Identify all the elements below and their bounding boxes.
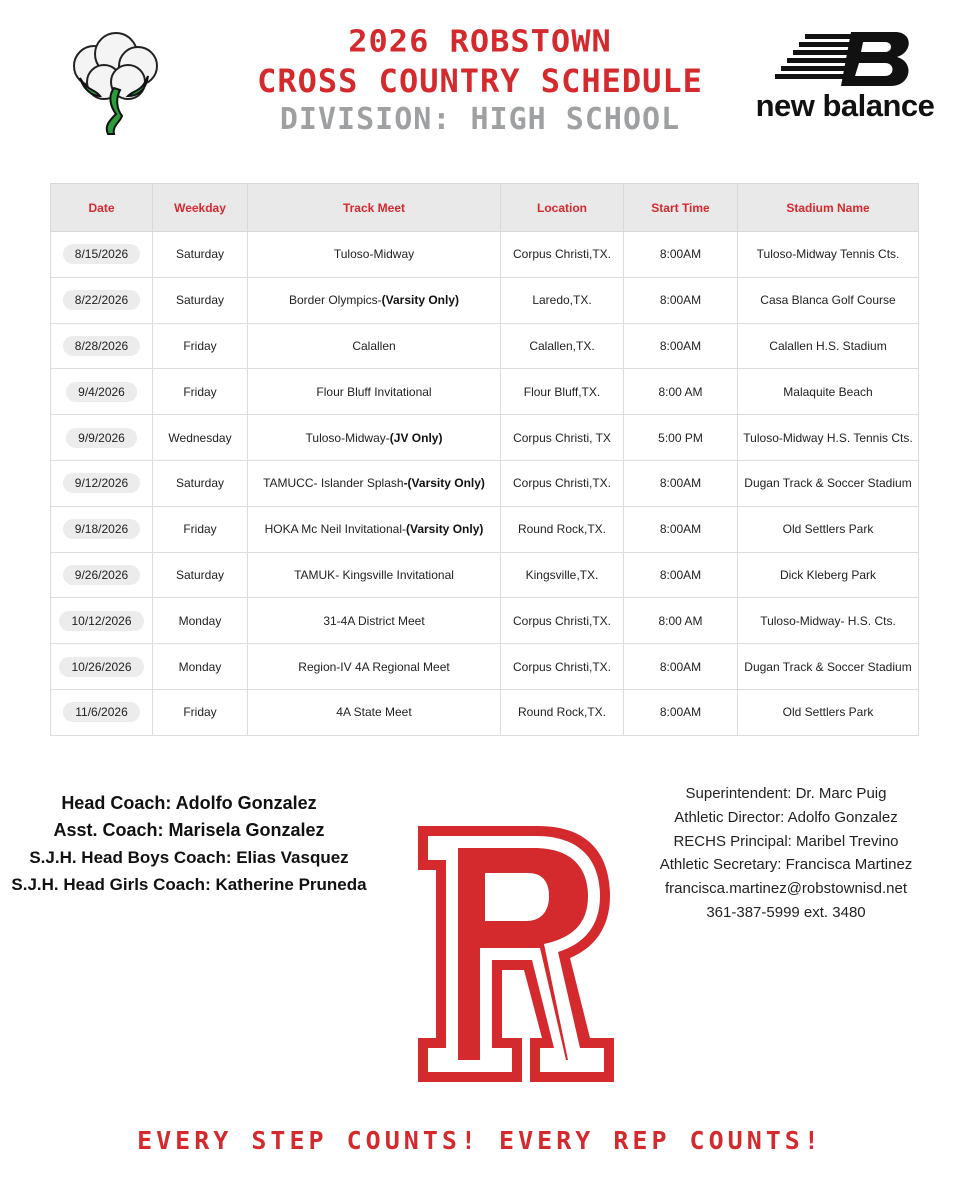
column-header-weekday: Weekday bbox=[153, 184, 248, 232]
cell-stadium-name bbox=[738, 323, 919, 369]
cell-weekday bbox=[153, 277, 248, 323]
cell-location-text: Flour Bluff,TX. bbox=[523, 384, 601, 399]
motto: EVERY STEP COUNTS! EVERY REP COUNTS! bbox=[137, 1126, 823, 1155]
cell-location-text: Corpus Christi, TX bbox=[513, 430, 611, 445]
cell-date-text: 9/4/2026 bbox=[66, 382, 137, 402]
cell-weekday-text: Saturday bbox=[175, 476, 225, 491]
contact-phone: 361-387-5999 ext. 3480 bbox=[706, 903, 866, 921]
cell-weekday-text: Friday bbox=[183, 338, 217, 353]
cell-location bbox=[501, 369, 624, 415]
cell-track-meet-text: Border Olympics- bbox=[288, 293, 382, 308]
cell-track-meet-text: 4A State Meet bbox=[336, 705, 412, 720]
cell-weekday bbox=[153, 369, 248, 415]
meet-division-note: (Varsity Only) bbox=[406, 522, 484, 537]
cell-stadium-name-text: Tuloso-Midway- H.S. Cts. bbox=[760, 613, 896, 628]
cell-date bbox=[51, 460, 153, 506]
sjh-boys-coach: S.J.H. Head Boys Coach: Elias Vasquez bbox=[29, 848, 349, 867]
cell-location bbox=[501, 552, 624, 598]
cell-weekday-text: Friday bbox=[183, 384, 217, 399]
column-header-start-time: Start Time bbox=[624, 184, 738, 232]
cell-start-time bbox=[624, 415, 738, 461]
cell-start-time bbox=[624, 598, 738, 644]
cell-track-meet-text: TAMUCC- Islander Splash bbox=[263, 476, 404, 491]
cell-weekday bbox=[153, 232, 248, 278]
table-row bbox=[51, 415, 919, 461]
cell-weekday-text: Wednesday bbox=[168, 430, 232, 445]
cell-start-time-text: 8:00AM bbox=[659, 476, 702, 491]
superintendent: Superintendent: Dr. Marc Puig bbox=[685, 785, 887, 802]
cell-stadium-name-text: Tuloso-Midway H.S. Tennis Cts. bbox=[743, 430, 913, 445]
column-header-location: Location bbox=[501, 184, 624, 232]
cell-start-time-text: 8:00AM bbox=[659, 567, 702, 582]
cell-stadium-name bbox=[738, 277, 919, 323]
cell-weekday-text: Saturday bbox=[175, 567, 225, 582]
table-header-row bbox=[51, 184, 919, 232]
cell-weekday-text: Monday bbox=[178, 613, 222, 628]
cell-track-meet-text: 31-4A District Meet bbox=[323, 613, 425, 628]
cell-date bbox=[51, 689, 153, 735]
cell-track-meet bbox=[248, 644, 501, 690]
cell-track-meet-text: Tuloso-Midway bbox=[333, 247, 415, 262]
cell-date bbox=[51, 232, 153, 278]
principal: RECHS Principal: Maribel Trevino bbox=[673, 832, 899, 850]
cell-start-time-text: 8:00 AM bbox=[658, 384, 703, 399]
cell-date-text: 10/26/2026 bbox=[59, 657, 143, 677]
cell-date-text: 8/22/2026 bbox=[63, 290, 140, 310]
cell-date-text: 8/15/2026 bbox=[63, 244, 140, 264]
sponsor-wordmark: new balance bbox=[755, 88, 935, 123]
cell-weekday-text: Friday bbox=[183, 705, 217, 720]
cell-stadium-name-text: Dugan Track & Soccer Stadium bbox=[744, 659, 912, 674]
administration-block bbox=[630, 782, 942, 925]
cell-location bbox=[501, 415, 624, 461]
column-header-date: Date bbox=[51, 184, 153, 232]
cell-weekday-text: Monday bbox=[178, 659, 222, 674]
new-balance-logo bbox=[745, 30, 945, 130]
division-subtitle: DIVISION: HIGH SCHOOL bbox=[279, 102, 681, 137]
cell-weekday bbox=[153, 644, 248, 690]
cell-track-meet bbox=[248, 552, 501, 598]
cell-stadium-name bbox=[738, 506, 919, 552]
cell-start-time-text: 8:00AM bbox=[659, 293, 702, 308]
cell-weekday bbox=[153, 598, 248, 644]
cell-weekday bbox=[153, 506, 248, 552]
assistant-coach: Asst. Coach: Marisela Gonzalez bbox=[53, 820, 325, 840]
cell-track-meet-text: Calallen bbox=[352, 338, 396, 353]
cell-date-text: 10/12/2026 bbox=[59, 611, 143, 631]
cell-track-meet-text: Tuloso-Midway- bbox=[305, 430, 390, 445]
cell-date-text: 11/6/2026 bbox=[63, 702, 140, 722]
cell-location-text: Corpus Christi,TX. bbox=[512, 659, 612, 674]
table-row bbox=[51, 598, 919, 644]
cell-stadium-name bbox=[738, 460, 919, 506]
cell-stadium-name-text: Casa Blanca Golf Course bbox=[760, 293, 896, 308]
cell-start-time-text: 8:00AM bbox=[659, 705, 702, 720]
cell-stadium-name bbox=[738, 689, 919, 735]
cell-location bbox=[501, 644, 624, 690]
cell-stadium-name bbox=[738, 598, 919, 644]
cotton-boll-icon bbox=[64, 30, 164, 140]
athletic-director: Athletic Director: Adolfo Gonzalez bbox=[674, 808, 898, 826]
cell-track-meet bbox=[248, 323, 501, 369]
cell-weekday bbox=[153, 460, 248, 506]
cell-date bbox=[51, 415, 153, 461]
cell-track-meet-text: TAMUK- Kingsville Invitational bbox=[294, 567, 454, 582]
cell-stadium-name bbox=[738, 369, 919, 415]
cell-location bbox=[501, 232, 624, 278]
cell-stadium-name-text: Dugan Track & Soccer Stadium bbox=[744, 476, 912, 491]
title-line-1: 2026 ROBSTOWN bbox=[348, 22, 612, 60]
cell-start-time bbox=[624, 369, 738, 415]
cell-stadium-name bbox=[738, 232, 919, 278]
cell-date bbox=[51, 598, 153, 644]
cell-location bbox=[501, 689, 624, 735]
cell-stadium-name-text: Old Settlers Park bbox=[782, 705, 874, 720]
table-row bbox=[51, 369, 919, 415]
cell-location-text: Corpus Christi,TX. bbox=[512, 476, 612, 491]
coaches-block bbox=[0, 790, 378, 898]
head-coach: Head Coach: Adolfo Gonzalez bbox=[61, 793, 317, 813]
cell-date bbox=[51, 552, 153, 598]
meet-division-note: (JV Only) bbox=[389, 430, 443, 445]
cell-date-text: 9/18/2026 bbox=[63, 519, 140, 539]
cell-start-time bbox=[624, 644, 738, 690]
nb-mark-icon bbox=[745, 30, 945, 90]
cell-start-time-text: 5:00 PM bbox=[658, 430, 703, 445]
cell-location bbox=[501, 277, 624, 323]
cell-location bbox=[501, 598, 624, 644]
table-row bbox=[51, 644, 919, 690]
cell-stadium-name-text: Calallen H.S. Stadium bbox=[769, 338, 887, 353]
cell-weekday bbox=[153, 323, 248, 369]
table-row bbox=[51, 323, 919, 369]
cell-track-meet bbox=[248, 369, 501, 415]
cell-start-time-text: 8:00AM bbox=[659, 522, 702, 537]
cell-track-meet-text: HOKA Mc Neil Invitational- bbox=[264, 522, 406, 537]
cell-weekday bbox=[153, 552, 248, 598]
cell-start-time bbox=[624, 232, 738, 278]
cell-location bbox=[501, 460, 624, 506]
cell-start-time bbox=[624, 460, 738, 506]
cell-location-text: Laredo,TX. bbox=[532, 293, 592, 308]
cell-track-meet bbox=[248, 460, 501, 506]
cell-stadium-name bbox=[738, 415, 919, 461]
cell-date-text: 8/28/2026 bbox=[63, 336, 140, 356]
cell-weekday bbox=[153, 415, 248, 461]
cell-weekday-text: Saturday bbox=[175, 247, 225, 262]
cell-location-text: Round Rock,TX. bbox=[517, 705, 607, 720]
cell-location-text: Kingsville,TX. bbox=[525, 567, 599, 582]
letter-r-logo bbox=[418, 826, 618, 1084]
table-row bbox=[51, 460, 919, 506]
table-row bbox=[51, 506, 919, 552]
cell-track-meet-text: Flour Bluff Invitational bbox=[316, 384, 432, 399]
cell-start-time bbox=[624, 277, 738, 323]
table-row bbox=[51, 552, 919, 598]
cell-track-meet bbox=[248, 598, 501, 644]
column-header-track-meet: Track Meet bbox=[248, 184, 501, 232]
cell-date-text: 9/9/2026 bbox=[66, 428, 137, 448]
cell-track-meet bbox=[248, 689, 501, 735]
cell-stadium-name-text: Dick Kleberg Park bbox=[779, 567, 877, 582]
cell-stadium-name-text: Old Settlers Park bbox=[782, 522, 874, 537]
cell-date-text: 9/26/2026 bbox=[63, 565, 140, 585]
table-row bbox=[51, 232, 919, 278]
cell-stadium-name bbox=[738, 644, 919, 690]
cell-stadium-name bbox=[738, 552, 919, 598]
cell-date bbox=[51, 506, 153, 552]
cell-weekday bbox=[153, 689, 248, 735]
cell-location-text: Round Rock,TX. bbox=[517, 522, 607, 537]
cell-stadium-name-text: Tuloso-Midway Tennis Cts. bbox=[756, 247, 900, 262]
cell-track-meet bbox=[248, 415, 501, 461]
contact-email: francisca.martinez@robstownisd.net bbox=[665, 880, 907, 898]
cell-track-meet bbox=[248, 506, 501, 552]
title-line-2: CROSS COUNTRY SCHEDULE bbox=[257, 62, 703, 100]
cell-location-text: Corpus Christi,TX. bbox=[512, 613, 612, 628]
cell-start-time-text: 8:00AM bbox=[659, 338, 702, 353]
cell-location bbox=[501, 506, 624, 552]
cell-start-time-text: 8:00 AM bbox=[658, 613, 703, 628]
cell-date bbox=[51, 369, 153, 415]
meet-division-note: -(Varsity Only) bbox=[403, 476, 485, 491]
cell-date bbox=[51, 277, 153, 323]
cell-start-time-text: 8:00AM bbox=[659, 247, 702, 262]
cell-track-meet-text: Region-IV 4A Regional Meet bbox=[298, 659, 450, 674]
cell-location-text: Calallen,TX. bbox=[529, 338, 595, 353]
cell-track-meet bbox=[248, 232, 501, 278]
cell-start-time bbox=[624, 506, 738, 552]
cell-weekday-text: Saturday bbox=[175, 293, 225, 308]
cell-track-meet bbox=[248, 277, 501, 323]
athletic-secretary: Athletic Secretary: Francisca Martinez bbox=[659, 856, 913, 874]
cell-date bbox=[51, 644, 153, 690]
cell-start-time bbox=[624, 552, 738, 598]
cell-date-text: 9/12/2026 bbox=[63, 473, 140, 493]
cell-start-time bbox=[624, 323, 738, 369]
table-row bbox=[51, 277, 919, 323]
cell-date bbox=[51, 323, 153, 369]
cell-stadium-name-text: Malaquite Beach bbox=[783, 384, 873, 399]
cell-start-time-text: 8:00AM bbox=[659, 659, 702, 674]
cell-start-time bbox=[624, 689, 738, 735]
cell-location-text: Corpus Christi,TX. bbox=[512, 247, 612, 262]
cell-weekday-text: Friday bbox=[183, 522, 217, 537]
cell-location bbox=[501, 323, 624, 369]
table-row bbox=[51, 689, 919, 735]
schedule-table bbox=[50, 183, 919, 736]
sjh-girls-coach: S.J.H. Head Girls Coach: Katherine Pruneda bbox=[11, 875, 367, 894]
column-header-stadium-name: Stadium Name bbox=[738, 184, 919, 232]
meet-division-note: (Varsity Only) bbox=[381, 293, 460, 308]
